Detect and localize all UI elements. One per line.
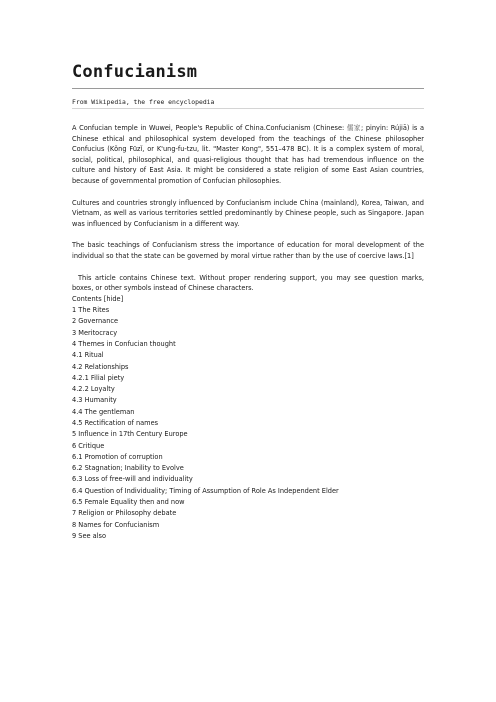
chinese-text-notice: This article contains Chinese text. Without proper rendering support, you may see question marks, boxes, or other symbols instead of Chinese characters. bbox=[72, 273, 424, 293]
article-page bbox=[72, 58, 424, 542]
contents-item[interactable]: 4.2.1 Filial piety bbox=[72, 373, 125, 382]
contents-item[interactable]: 4.1 Ritual bbox=[72, 351, 104, 360]
intro-text-end: ; pinyin: Rújiā) is a Chinese ethical and philosophical system developed from the teachings of the Chinese philosopher Confucius (Kǒng Fūzǐ, or K'ung-fu-tzu, lit. "Master Kong", 551–478 BC). It is a complex system of moral, social, political, philosophical, and quasi-religious thought that has had tremendous influence on the culture and history of East Asia. It might be considered a state religion of some East Asian countries, because of governmental promotion of Confucian philosophies. bbox=[72, 124, 424, 185]
contents-item[interactable]: 4.3 Humanity bbox=[72, 396, 117, 405]
contents-item[interactable]: 3 Meritocracy bbox=[72, 328, 118, 337]
intro-text-start: A Confucian temple in Wuwei, People's Republic of China.Confucianism (Chinese: bbox=[72, 124, 347, 132]
contents-item[interactable]: 4.2.2 Loyalty bbox=[72, 385, 115, 394]
contents-heading[interactable]: Contents [hide] bbox=[72, 294, 124, 303]
contents-item[interactable]: 4.4 The gentleman bbox=[72, 407, 135, 416]
contents-item[interactable]: 2 Governance bbox=[72, 317, 119, 326]
contents-item[interactable]: 7 Religion or Philosophy debate bbox=[72, 509, 177, 518]
table-of-contents bbox=[72, 305, 424, 542]
chinese-characters: 儒家 bbox=[346, 124, 362, 132]
page-subtitle: From Wikipedia, the free encyclopedia bbox=[72, 98, 424, 109]
contents-item[interactable]: 6.2 Stagnation; Inability to Evolve bbox=[72, 464, 184, 473]
contents-item[interactable]: 6.5 Female Equality then and now bbox=[72, 498, 185, 507]
contents-item[interactable]: 8 Names for Confucianism bbox=[72, 520, 160, 529]
contents-item[interactable]: 4 Themes in Confucian thought bbox=[72, 339, 176, 348]
influence-paragraph: Cultures and countries strongly influenced by Confucianism include China (mainland), Korea, Taiwan, and Vietnam, as well as various territories settled predominantly by Chinese people, such as Singapore. Japan was influenced by Confucianism in a different way. bbox=[72, 198, 424, 228]
contents-item[interactable]: 6.4 Question of Individuality; Timing of Assumption of Role As Independent Elder bbox=[72, 486, 339, 495]
contents-item[interactable]: 5 Influence in 17th Century Europe bbox=[72, 430, 188, 439]
page-title: Confucianism bbox=[72, 58, 424, 89]
teachings-paragraph: The basic teachings of Confucianism stress the importance of education for moral development of the individual so that the state can be governed by moral virtue rather than by the use of coercive laws.[1] bbox=[72, 241, 424, 260]
contents-item[interactable]: 4.5 Rectification of names bbox=[72, 418, 159, 427]
contents-item[interactable]: 6 Critique bbox=[72, 441, 105, 450]
intro-paragraph bbox=[72, 123, 424, 187]
contents-item[interactable]: 6.3 Loss of free-will and individuality bbox=[72, 475, 193, 484]
contents-item[interactable]: 4.2 Relationships bbox=[72, 362, 129, 371]
contents-item[interactable]: 9 See also bbox=[72, 531, 107, 540]
contents-item[interactable]: 1 The Rites bbox=[72, 306, 110, 315]
contents-item[interactable]: 6.1 Promotion of corruption bbox=[72, 452, 163, 461]
